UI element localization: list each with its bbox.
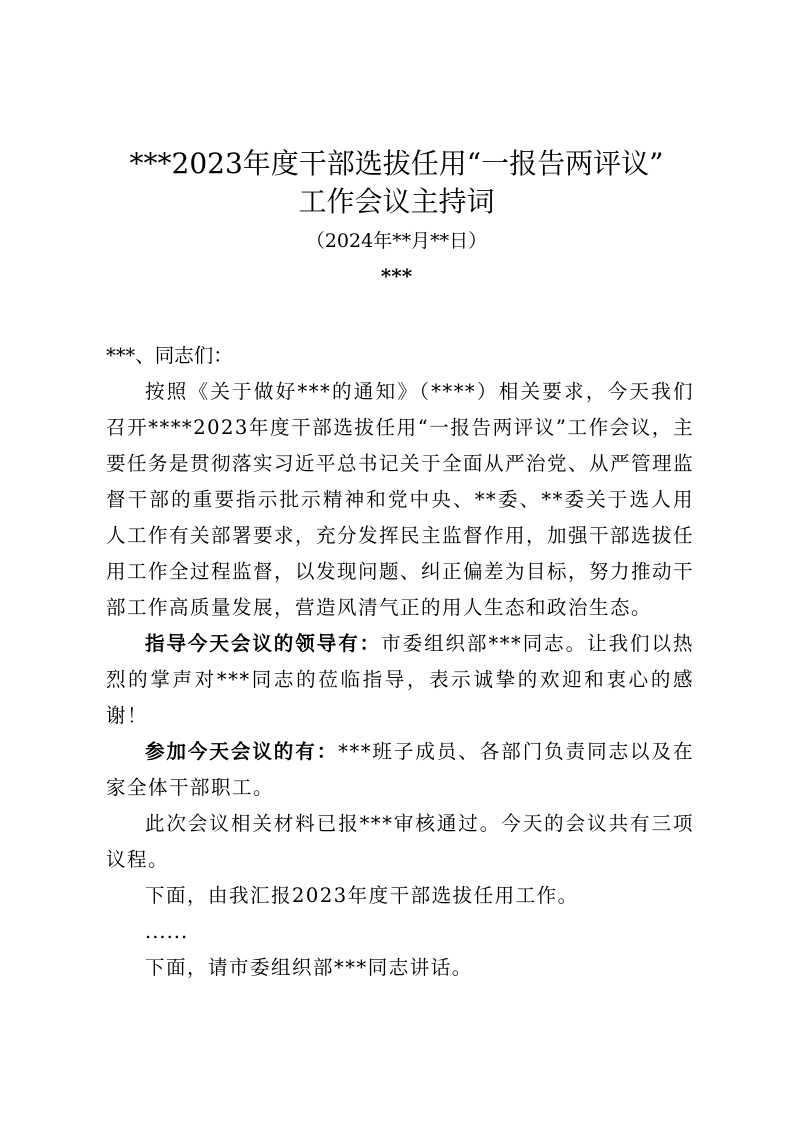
- document-author: ***: [380, 264, 413, 288]
- paragraph-text: 市委组织部***同志。让我们以热烈的掌声对***同志的莅临指导，表示诚挚的欢迎和衷心的感谢！: [106, 632, 694, 727]
- paragraph-lead: 参加今天会议的有：: [145, 740, 339, 763]
- document-date: （2024年**月**日）: [305, 230, 488, 252]
- paragraph-intro: [106, 374, 694, 626]
- document-title-line1: ***2023年度干部选拔任用“一报告两评议”: [129, 147, 664, 180]
- paragraph-text: 下面，请市委组织部***同志讲话。: [145, 956, 473, 979]
- paragraph-attendees: [106, 734, 694, 806]
- paragraph-lead: 指导今天会议的领导有：: [145, 632, 382, 655]
- salutation: ***、同志们：: [106, 344, 233, 367]
- paragraph-text: 按照《关于做好***的通知》（****）相关要求，今天我们召开****2023年度干部选拔任用“一报告两评议”工作会议，主要任务是贯彻落实习近平总书记关于全面从严治党、从严管理监督干部的重要指示批示精神和党中央、**委、**委关于选人用人工作有关部署要求，充分发挥民主监督作用，加强干部选拔任用工作全过程监督，以发现问题、纠正偏差为目标，努力推动干部工作高质量发展，营造风清气正的用人生态和政治生态。: [106, 380, 695, 619]
- paragraph-closing: [106, 950, 694, 986]
- paragraph-leaders: [106, 626, 694, 734]
- paragraph-report: [106, 878, 694, 914]
- document-body: [106, 338, 694, 986]
- paragraph-text: 下面，由我汇报2023年度干部选拔任用工作。: [145, 884, 579, 907]
- document-title-line2: 工作会议主持词: [298, 185, 495, 218]
- paragraph-text: 此次会议相关材料已报***审核通过。今天的会议共有三项议程。: [106, 812, 694, 871]
- paragraph-agenda: [106, 806, 694, 878]
- paragraph-text: ***班子成员、各部门负责同志以及在家全体干部职工。: [106, 740, 694, 799]
- ellipsis: ......: [145, 920, 189, 943]
